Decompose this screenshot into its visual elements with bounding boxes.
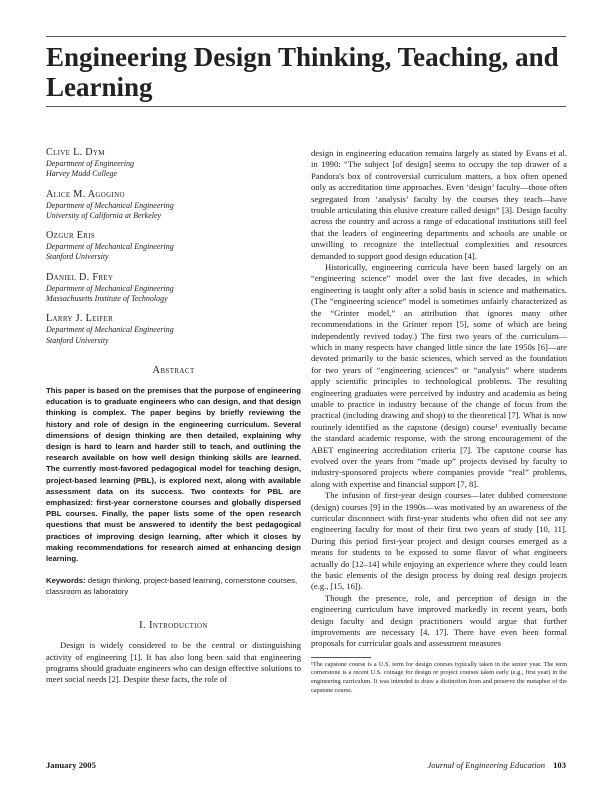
keywords-text: design thinking, project-based learning, cornerstone courses, classroom as laboratory xyxy=(46,576,298,597)
author-institution: University of California at Berkeley xyxy=(46,210,162,220)
introduction-heading: I. Introduction xyxy=(139,620,208,632)
author-department: Department of Mechanical Engineering xyxy=(46,200,174,210)
top-rule xyxy=(46,36,566,37)
body-paragraph: design in engineering education remains largely as stated by Evans et al. in 1990: “The subject [of design] seems to occupy the top drawer of a Pandora's box of controversial curriculum matters, a box often opened only as accreditation time approaches. Even ‘design’ faculty—those often segregated from ‘analysis’ faculty by the courses they teach—have trouble articulating this elusive creature called design” [3]. Design faculty across the country and across a range of educational institutions still feel that the leaders of engineering departments and schools are unable or unwilling to recognize the intellectual complexities and resources demanded to support good design education [4]. xyxy=(311,148,567,261)
author-department: Department of Engineering xyxy=(46,159,134,168)
author-block xyxy=(46,229,301,263)
keywords xyxy=(46,575,301,597)
journal-name: Journal of Engineering Education xyxy=(427,760,546,770)
body-paragraph: Historically, engineering curricula have been based largely on an “engineering science” model over the last five decades, in which engineering is taught only after a solid basis in science and mathematics. (The “engineering science” model is sometimes unfairly characterized as the “Grinter model,” an attribution that ignores many other recommendations in the Grinter report [5], some of which are being independently revived today.) The first two years of the curriculum—which in many respects have changed little since the late 1950s [6]—are devoted primarily to the basic sciences, which served as the foundation for two years of “engineering sciences” or “analysis” where students apply scientific principles to technological problems. The resulting engineering graduates were perceived by industry and academia as being unable to practice in industry because of the change of focus from the practical (including drawing and shop) to the theoretical [7]. What is now routinely identified as the capstone (design) course¹ eventually became the standard academic response, with the strong encouragement of the ABET engineering accreditation criteria [7]. The capstone course has evolved over the years from “made up” projects devised by faculty to industry-sponsored projects where companies provide “real” problems, along with expertise and financial support [7, 8]. xyxy=(311,262,567,489)
paper-title: Engineering Design Thinking, Teaching, and Learning xyxy=(46,42,559,102)
author-name: Daniel D. Frey xyxy=(46,271,114,283)
author-institution: Stanford University xyxy=(46,252,109,262)
introduction-paragraph: Design is widely considered to be the central or distinguishing activity of engineering [1]. It has also long been said that engineering programs should graduate engineers who can design effective solutions to meet social needs [2]. Despite these facts, the role of xyxy=(46,640,301,685)
left-column xyxy=(46,146,301,686)
keywords-label: Keywords: xyxy=(46,576,86,586)
body-paragraph: The infusion of first-year design courses—later dubbed cornerstone (design) courses [9] in the 1990s—was motivated by an awareness of the curricular disconnect with first-year students who often did not see any engineering faculty for most of their first two years of study [10, 11]. During this period first-year project and design courses emerged as a means for students to be exposed to some flavor of what engineers actually do [12–14] while enjoying an experience where they could learn the basic elements of the design process by doing real design projects (e.g., [15, 16]). xyxy=(311,490,567,592)
author-institution: Harvey Mudd College xyxy=(46,169,118,179)
author-department: Department of Mechanical Engineering xyxy=(46,283,174,293)
author-name: Ozgur Eris xyxy=(46,230,96,242)
abstract-heading: Abstract xyxy=(152,364,195,376)
title-rule xyxy=(46,106,566,107)
abstract-text: This paper is based on the premises that the purpose of engineering education is to graduate engineers who can design, and that design thinking is complex. The paper begins by briefly reviewing the history and role of design in the engineering curriculum. Several dimensions of design thinking are then detailed, explaining why design is hard to learn and harder still to teach, and outlining the research available on how well design thinking skills are learned. The currently most-favored pedagogical model for teaching design, project-based learning (PBL), is explored next, along with available assessment data on its success. Two contexts for PBL are emphasized: first-year cornerstone courses and globally dispersed PBL courses. Finally, the paper lists some of the open research questions that must be answered to identify the best pedagogical practices of improving design learning, after which it closes by making recommendations for research aimed at enhancing design learning. xyxy=(46,385,301,564)
author-name: Larry J. Leifer xyxy=(46,313,114,325)
footer-journal xyxy=(427,760,566,770)
author-name: Clive L. Dym xyxy=(46,147,105,158)
body-paragraph: Though the presence, role, and perception of design in the engineering curriculum have improved markedly in recent years, both design faculty and design practitioners would argue that further improvements are necessary [4, 17]. There have even been formal proposals for curricular goals and assessment measures xyxy=(311,592,567,649)
footnote-rule xyxy=(311,657,371,658)
author-department: Department of Mechanical Engineering xyxy=(46,325,174,335)
author-block xyxy=(46,188,301,222)
author-block xyxy=(46,271,301,305)
author-block xyxy=(46,312,301,346)
footnote: ¹The capstone course is a U.S. term for design courses typically taken in the senior year. The term cornerstone is a recent U.S. coinage for design or project courses taken early (e.g., first year) in the engineering curriculum. It was intended to draw a distinction from and preserve the metaphor of the capstone course. xyxy=(311,660,567,694)
page-number: 103 xyxy=(553,760,566,770)
right-column xyxy=(311,148,567,695)
author-institution: Stanford University xyxy=(46,335,109,345)
author-block xyxy=(46,146,301,180)
author-name: Alice M. Agogino xyxy=(46,188,125,200)
author-department: Department of Mechanical Engineering xyxy=(46,242,174,252)
footer-date: January 2005 xyxy=(46,760,96,770)
author-institution: Massachusetts Institute of Technology xyxy=(46,294,168,304)
